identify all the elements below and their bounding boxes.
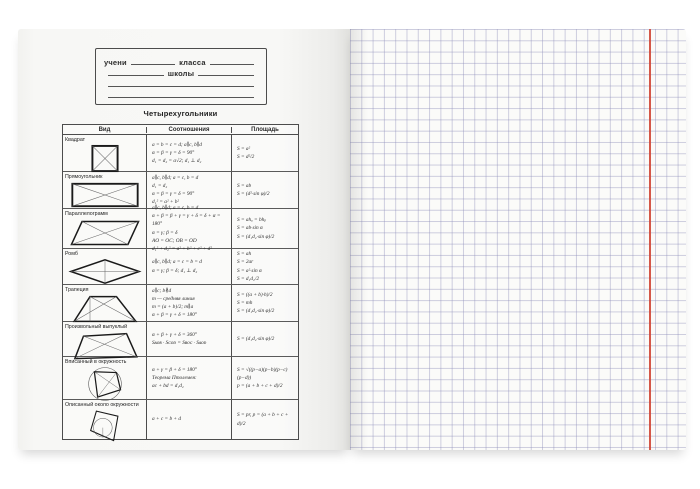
row-name: Произвольный выпуклый [65,323,128,330]
owner-line-1 [104,56,258,66]
relation-formula: α + β + γ + δ = 360° [152,331,197,338]
area-formula: S = (d₁d₂·sin φ)/2 [237,308,275,315]
area-formula: S = (d²·sin φ)/2 [237,191,270,197]
area-formula: S = d²/2 [237,154,255,160]
table-row [63,322,298,357]
blank-line [108,75,164,76]
type-cell [63,209,146,248]
relation-formula: Sᴀᴏʙ · Sᴄᴏᴅ = Sʙᴏᴄ · Sᴀᴏᴅ [152,340,207,346]
area-cell [231,172,298,208]
table-row [63,249,298,285]
table-row [63,204,298,252]
area-cell [231,400,298,439]
right-page [350,29,686,450]
relation-formula: α + β = γ + δ = 180° [152,312,197,319]
relation-formula: a = b = c = d; a∥c, b∥d [152,141,202,148]
student-label: учени [104,57,127,67]
area-formula: S = 2ar [237,259,254,266]
relation-formula: a∥c; b∦d [152,287,172,294]
area-formula: S = ab [237,182,252,189]
blank-line [131,64,175,65]
table-header-row [63,125,298,135]
relation-formula: m — средняя линия [152,295,195,302]
type-cell [63,400,146,439]
relation-formula: α = β = γ = δ = 90° [152,191,195,197]
area-cell [231,135,298,171]
column-header-area: Площадь [231,127,298,133]
parallelogram-diagram [63,217,146,249]
area-formula: S = √((p−a)(p−b)(p−c)(p−d)) [237,366,288,381]
area-formula: S = pr, p = (a + b + c + d)/2 [237,412,289,427]
table-body [63,135,298,439]
row-name: Трапеция [65,286,89,293]
blank-line [108,97,254,98]
relation-formula: a∥c, b∥d; a = c = b = d [152,259,202,266]
relation-formula: m = (a + b)/2; m∥a [152,304,194,310]
table-row [63,285,298,322]
owner-line-2 [104,67,258,77]
relations-cell [146,322,231,356]
relation-formula: d₁² + d₂² = a² + b² + c² + d² [152,245,212,252]
relations-cell [146,172,231,208]
area-formula: S = mh [237,299,253,306]
page-title: Четырехугольники [143,109,218,118]
relations-cell [146,249,231,284]
blank-line [210,64,254,65]
table-row [63,135,298,172]
area-formula: S = ahₐ = bhᵦ [237,217,266,224]
area-formula: S = ((a + b)·h)/2 [237,291,273,298]
type-cell [63,172,146,208]
rectangle-diagram [63,180,146,210]
column-header-type: Вид [98,126,111,133]
quadrilaterals-table [62,124,299,440]
school-label: школы [167,68,195,78]
row-name: Ромб [65,250,78,257]
relation-formula: α + γ = β + δ = 180° [152,366,197,373]
relation-formula: d₁² = a² + b² [152,199,179,206]
relation-formula: a∥c, b∥d; a = c, b = d [152,204,199,211]
circumscribed-diagram [63,408,146,443]
relations-cell [146,285,231,321]
area-formula: S = d₁d₂/2 [237,275,259,282]
blank-line [198,75,254,76]
type-cell [63,357,146,399]
type-cell [63,322,146,356]
relation-formula: ac + bd = d₁d₂ [152,383,184,390]
area-cell [231,285,298,321]
row-name: Квадрат [65,136,86,143]
trapezoid-diagram [63,293,146,325]
area-formula: S = (d₁d₂·sin φ)/2 [237,233,275,240]
area-formula: S = (d₁d₂·sin φ)/2 [237,335,275,342]
relation-formula: Теорема Птолемея: [152,374,197,381]
area-cell [231,322,298,356]
row-name: Описанный около окружности [65,401,139,408]
relation-formula: a∥c, b∥d; a = c, b = d [152,174,199,181]
relations-cell [146,135,231,171]
gutter-shadow [350,29,368,450]
owner-line-3 [104,78,258,88]
area-formula: S = a² [237,145,251,152]
table-row [63,400,298,439]
relations-cell [146,357,231,399]
square-diagram [63,143,146,175]
area-formula: S = ab·sin α [237,225,263,232]
class-label: класса [179,57,206,67]
row-name: Прямоугольник [65,173,103,180]
column-header-relations: Соотношения [146,127,231,133]
area-cell [231,209,298,248]
type-cell [63,135,146,171]
left-page [18,29,350,450]
relation-formula: d₁ = d₂ [152,182,168,189]
relations-cell [146,204,231,252]
relation-formula: α = γ; β = δ; d₁ ⊥ d₂ [152,267,198,274]
rhombus-diagram [63,257,146,286]
relation-formula: α + β = β + γ = γ + δ = δ + α = 180° [152,213,221,228]
owner-line-4 [104,89,258,99]
area-formula: p = (a + b + c + d)/2 [237,383,283,390]
table-row [63,357,298,400]
relation-formula: AO = OC; OB = OD [152,237,197,244]
margin-line [649,29,651,450]
blank-line [108,86,254,87]
row-name: Вписанный в окружность [65,358,127,365]
relation-formula: d₁ = d₂ = a√2; d₁ ⊥ d₂ [152,158,202,165]
relation-formula: α = γ; β = δ [152,229,178,236]
area-cell [231,249,298,284]
squared-grid-paper [350,29,686,450]
row-name: Параллелограмм [65,210,108,217]
owner-info-box [95,48,267,105]
area-formula: S = ah [237,251,252,258]
area-formula: S = a²·sin α [237,267,262,274]
type-cell [63,249,146,284]
relations-cell [146,400,231,439]
inscribed-diagram [63,365,146,403]
relation-formula: α = β = γ = δ = 90° [152,149,195,156]
area-cell [231,357,298,399]
type-cell [63,285,146,321]
relation-formula: a + c = b + d [152,416,181,423]
